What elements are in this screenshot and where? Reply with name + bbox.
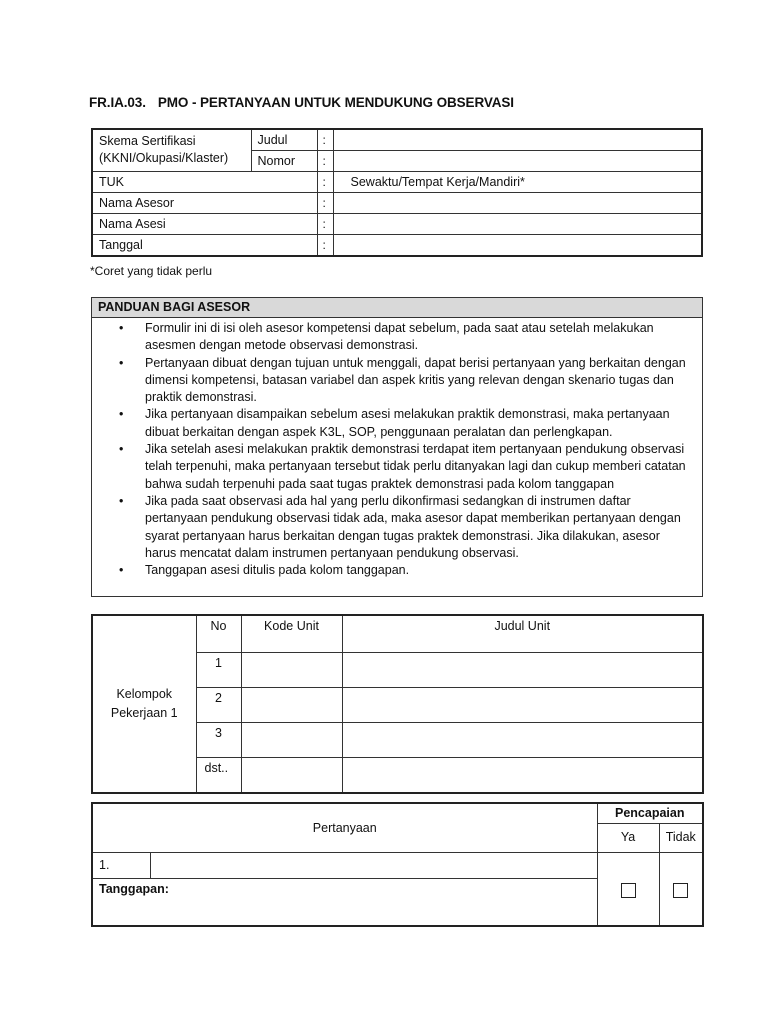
kode-unit-cell[interactable] [241,758,342,794]
bullet-icon: • [119,442,124,457]
ya-cell [597,853,659,927]
question-table [91,802,704,927]
asesi-colon: : [317,214,333,235]
tuk-colon: : [317,172,333,193]
bullet-icon: • [119,563,124,578]
tuk-field[interactable] [333,172,702,193]
kode-unit-cell[interactable] [241,653,342,688]
tidak-cell [659,853,703,927]
tanggal-colon: : [317,235,333,257]
asesor-field[interactable] [333,193,702,214]
bullet-icon: • [119,321,124,335]
asesor-label: Nama Asesor [92,193,317,214]
kelompok-label-cell [92,615,196,793]
row-number: dst.. [196,758,241,794]
tanggapan-label: Tanggapan: [99,882,169,896]
nomor-field[interactable] [333,151,702,172]
skema-label: Skema Sertifikasi [99,134,196,148]
panduan-list [92,320,702,579]
question-field[interactable] [150,853,597,879]
asesor-colon: : [317,193,333,214]
table-row [92,853,703,879]
asesi-field[interactable] [333,214,702,235]
no-header: No [196,615,241,653]
ya-header: Ya [597,823,659,852]
row-number: 2 [196,688,241,723]
form-title: PMO - PERTANYAAN UNTUK MENDUKUNG OBSERVASI [157,95,514,110]
unit-table [91,614,704,794]
ya-checkbox[interactable] [621,883,636,898]
info-table [91,128,703,257]
judul-unit-header: Judul Unit [342,615,703,653]
question-number: 1. [92,853,150,879]
judul-unit-cell[interactable] [342,723,703,758]
kode-unit-cell[interactable] [241,688,342,723]
judul-unit-cell[interactable] [342,758,703,794]
panduan-heading: PANDUAN BAGI ASESOR [92,298,702,318]
panduan-item: • Formulir ini di isi oleh asesor kompetensi dapat sebelum, pada saat atau setelah melakukan asesmen dengan metode observasi demonstrasi. [119,321,654,353]
judul-field[interactable] [333,129,702,151]
judul-unit-cell[interactable] [342,688,703,723]
tidak-header: Tidak [659,823,703,852]
pencapaian-header: Pencapaian [597,803,703,823]
page-title [89,95,514,110]
tuk-value: Sewaktu/Tempat Kerja/Mandiri* [350,175,525,189]
panduan-item: • Tanggapan asesi ditulis pada kolom tanggapan. [145,562,694,579]
tanggal-field[interactable] [333,235,702,257]
kode-unit-header: Kode Unit [241,615,342,653]
nomor-label: Nomor [251,151,317,172]
skema-sublabel: (KKNI/Okupasi/Klaster) [99,151,229,165]
judul-colon: : [317,129,333,151]
pekerjaan-label: Pekerjaan 1 [110,706,178,720]
tidak-checkbox[interactable] [673,883,688,898]
judul-unit-cell[interactable] [342,653,703,688]
tanggal-label: Tanggal [92,235,317,257]
panduan-item: • Jika pada saat observasi ada hal yang perlu dikonfirmasi sedangkan di instrumen daftar pertanyaan pendukung observasi tidak ada, maka asesor dapat memberikan pertanyaan dengan syarat pertanyaan harus berkaitan dengan tugas praktek demonstrasi. Jika dilakukan, asesor harus mencatat dalam instrumen pertanyaan pendukung observasi. [119,493,681,560]
nomor-colon: : [317,151,333,172]
tanggapan-cell[interactable] [92,879,597,927]
panduan-item: • Jika pertanyaan disampaikan sebelum asesi melakukan praktik demonstrasi, maka pertanyaan dibuat berkaitan dengan aspek K3L, SOP, penggunaan peralatan dan perlengkapan. [119,407,670,439]
bullet-icon: • [119,407,124,422]
kelompok-label: Kelompok [116,687,173,701]
panduan-item: • Jika setelah asesi melakukan praktik demonstrasi terdapat item pertanyaan pendukung observasi telah terpenuhi, maka pertanyaan tersebut tidak perlu ditanyakan lagi dan cukup memberi catatan bahwa sudah terpenuhi pada saat tugas praktek demonstrasi pada kolom tanggapan [119,442,686,491]
form-code: FR.IA.03. [89,95,146,110]
panduan-box [91,297,703,597]
bullet-icon: • [119,493,124,508]
judul-label: Judul [251,129,317,151]
footnote: *Coret yang tidak perlu [90,264,213,278]
tuk-label: TUK [92,172,317,193]
row-number: 1 [196,653,241,688]
panduan-item: • Pertanyaan dibuat dengan tujuan untuk menggali, dapat berisi pertanyaan yang berkaitan dengan dimensi kompetensi, batasan variabel dan aspek kritis yang relevan dengan skenario tugas dan praktik demonstrasi. [119,355,686,405]
skema-label-cell [92,129,251,172]
asesi-label: Nama Asesi [92,214,317,235]
bullet-icon: • [119,355,124,370]
pertanyaan-header: Pertanyaan [92,803,597,853]
row-number: 3 [196,723,241,758]
kode-unit-cell[interactable] [241,723,342,758]
